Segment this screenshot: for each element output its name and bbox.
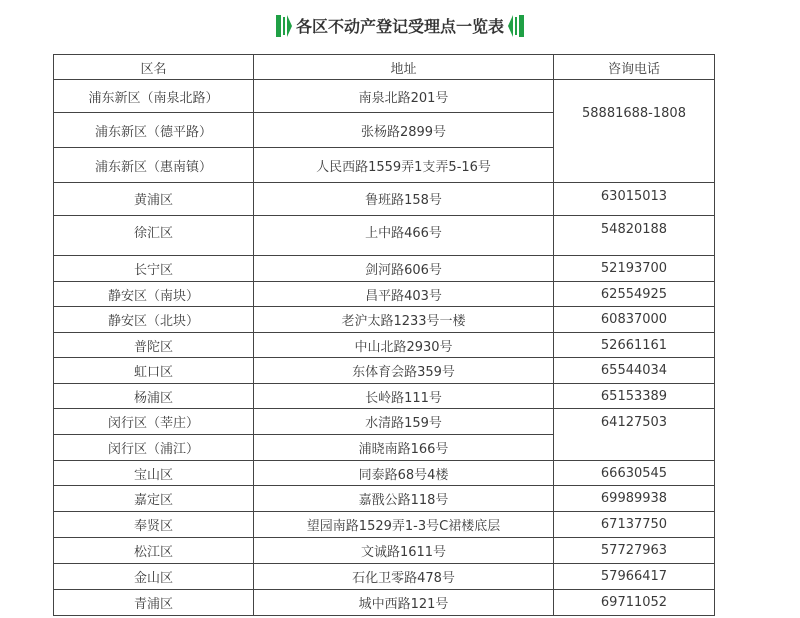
- district-cell: 浦东新区（南泉北路）: [54, 80, 254, 113]
- phone-cell: 52193700: [554, 256, 715, 282]
- district-cell: 嘉定区: [54, 486, 254, 512]
- district-cell: 青浦区: [54, 590, 254, 616]
- district-cell: 浦东新区（惠南镇）: [54, 148, 254, 183]
- district-cell: 普陀区: [54, 333, 254, 358]
- district-cell: 黄浦区: [54, 183, 254, 216]
- table-row: [54, 512, 715, 538]
- table-row: [54, 282, 715, 307]
- address-cell: 中山北路2930号: [254, 333, 554, 358]
- address-cell: 人民西路1559弄1支弄5-16号: [254, 148, 554, 183]
- header-district: 区名: [54, 55, 254, 80]
- district-cell: 杨浦区: [54, 384, 254, 409]
- table-row: [54, 256, 715, 282]
- district-cell: 宝山区: [54, 461, 254, 486]
- phone-cell: 52661161: [554, 333, 715, 358]
- phone-cell: 62554925: [554, 282, 715, 307]
- address-cell: 浦晓南路166号: [254, 435, 554, 461]
- registration-points-table: [53, 54, 715, 616]
- district-cell: 浦东新区（德平路）: [54, 113, 254, 148]
- header-address: 地址: [254, 55, 554, 80]
- district-cell: 静安区（南块）: [54, 282, 254, 307]
- table-row: [54, 183, 715, 216]
- address-cell: 文诚路1611号: [254, 538, 554, 564]
- table-row: [54, 333, 715, 358]
- district-cell: 徐汇区: [54, 216, 254, 256]
- table-row: [54, 409, 715, 435]
- phone-cell-minhang: 64127503: [554, 409, 715, 461]
- phone-cell-pudong: 58881688-1808: [554, 80, 715, 183]
- address-cell: 望园南路1529弄1-3号C裙楼底层: [254, 512, 554, 538]
- phone-cell: 60837000: [554, 307, 715, 333]
- title-banner: [0, 14, 800, 37]
- district-cell: 闵行区（浦江）: [54, 435, 254, 461]
- table-row: [54, 564, 715, 590]
- header-phone: 咨询电话: [554, 55, 715, 80]
- phone-cell: 69989938: [554, 486, 715, 512]
- district-cell: 静安区（北块）: [54, 307, 254, 333]
- phone-cell: 65544034: [554, 358, 715, 384]
- phone-cell: 54820188: [554, 216, 715, 256]
- table-row: [54, 486, 715, 512]
- address-cell: 长岭路111号: [254, 384, 554, 409]
- phone-cell: 65153389: [554, 384, 715, 409]
- phone-cell: 57966417: [554, 564, 715, 590]
- district-cell: 松江区: [54, 538, 254, 564]
- phone-cell: 66630545: [554, 461, 715, 486]
- title-left-decoration: [276, 15, 292, 37]
- table-header-row: [54, 55, 715, 80]
- phone-cell: 69711052: [554, 590, 715, 616]
- district-cell: 虹口区: [54, 358, 254, 384]
- district-cell: 金山区: [54, 564, 254, 590]
- phone-cell: 63015013: [554, 183, 715, 216]
- table-row: [54, 590, 715, 616]
- address-cell: 鲁班路158号: [254, 183, 554, 216]
- address-cell: 南泉北路201号: [254, 80, 554, 113]
- address-cell: 水清路159号: [254, 409, 554, 435]
- district-cell: 闵行区（莘庄）: [54, 409, 254, 435]
- address-cell: 嘉戬公路118号: [254, 486, 554, 512]
- table-row: [54, 384, 715, 409]
- district-cell: 奉贤区: [54, 512, 254, 538]
- table-row: [54, 538, 715, 564]
- table-row: [54, 307, 715, 333]
- page-title: 各区不动产登记受理点一览表: [295, 17, 504, 36]
- table-row: [54, 80, 715, 113]
- phone-cell: 67137750: [554, 512, 715, 538]
- title-right-decoration: [508, 15, 524, 37]
- table-row: [54, 461, 715, 486]
- address-cell: 石化卫零路478号: [254, 564, 554, 590]
- address-cell: 剑河路606号: [254, 256, 554, 282]
- address-cell: 老沪太路1233号一楼: [254, 307, 554, 333]
- address-cell: 东体育会路359号: [254, 358, 554, 384]
- district-cell: 长宁区: [54, 256, 254, 282]
- address-cell: 城中西路121号: [254, 590, 554, 616]
- address-cell: 张杨路2899号: [254, 113, 554, 148]
- phone-cell: 57727963: [554, 538, 715, 564]
- table-row: [54, 358, 715, 384]
- address-cell: 同泰路68号4楼: [254, 461, 554, 486]
- address-cell: 昌平路403号: [254, 282, 554, 307]
- address-cell: 上中路466号: [254, 216, 554, 256]
- table-row: [54, 216, 715, 256]
